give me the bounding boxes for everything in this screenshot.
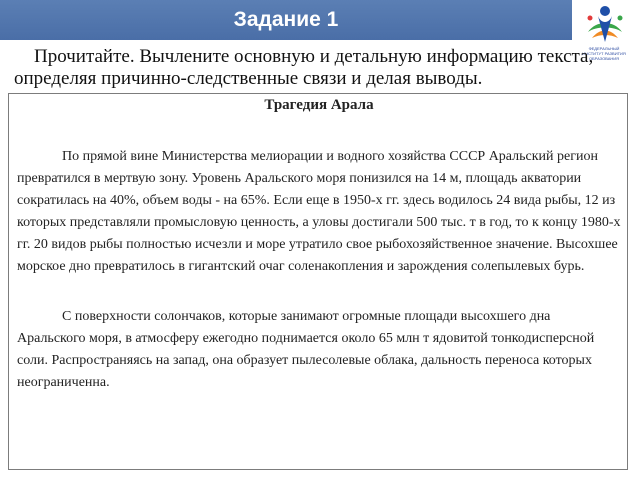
logo-caption: ФЕДЕРАЛЬНЫЙ ИНСТИТУТ РАЗВИТИЯ ОБРАЗОВАНИЯ bbox=[582, 46, 626, 61]
reading-text-box bbox=[8, 93, 628, 470]
document-paragraph-1: По прямой вине Министерства мелиорации и водного хозяйства СССР Аральский регион превратился в мертвую зону. Уровень Аральского моря понизился на 14 м, площадь акватории сократилась на 40%, объем воды - на 65%. Если еще в 1950-х гг. здесь водилось 24 вида рыбы, 12 из которых представляли промысловую ценность, а уловы достигали 500 тыс. т в год, то к концу 1980-х гг. 20 видов рыбы полностью исчезли и море утратило свое рыбохозяйственное значение. Высохшее морское дно превратилось в гигантский очаг соленакопления и зарождения солепылевых бурь. bbox=[17, 149, 621, 274]
slide-title-bar bbox=[0, 0, 572, 40]
slide-title: Задание 1 bbox=[233, 8, 339, 31]
instruction-text: Прочитайте. Вычлените основную и детальную информацию текста, определяя причинно-следственные связи и делая выводы. bbox=[14, 46, 594, 89]
document-paragraph-2: С поверхности солончаков, которые занимают огромные площади высохшего дна Аральского моря, в атмосферу ежегодно поднимается около 65 млн т ядовитой тонкодисперсной соли. Распространяясь на запад, она образует пылесолевые облака, дальность переноса которых неограниченна. bbox=[17, 309, 595, 390]
document-title: Трагедия Арала bbox=[264, 97, 374, 113]
